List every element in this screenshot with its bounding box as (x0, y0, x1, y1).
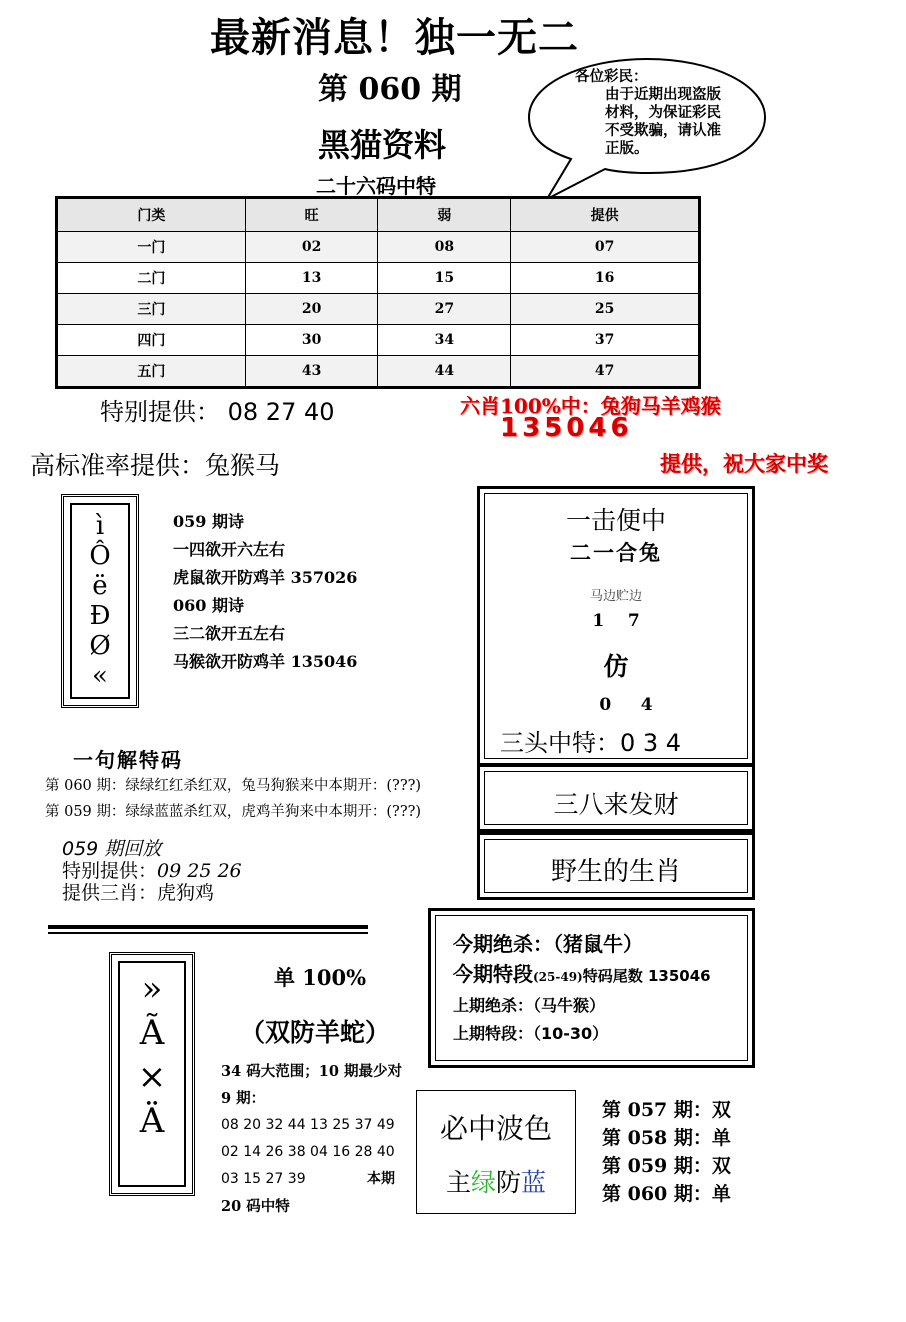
table-cell: 07 (511, 232, 700, 263)
table-cell: 44 (378, 356, 511, 388)
wave-color-pick (417, 1163, 575, 1199)
one-hit-subtitle: 二一合兔 (570, 540, 662, 565)
kill-lines (453, 929, 711, 1048)
kill-previous: 上期绝杀：（马牛猴） (453, 996, 606, 1015)
table-cell: 一门 (57, 232, 246, 263)
bottom-glyph-box (109, 952, 195, 1196)
replay-special-value: 09 25 26 (157, 860, 242, 882)
table-header: 弱 (378, 198, 511, 232)
high-standard-text: 高标准率提供：兔猴马 (30, 451, 281, 480)
glyph-column (112, 967, 192, 1143)
wave-color-box (416, 1090, 576, 1214)
table-cell: 47 (511, 356, 700, 388)
kill-previous-segment: 上期特段：（10-30） (453, 1024, 609, 1043)
wave-blue: 蓝 (521, 1168, 547, 1197)
history-value: 双 (711, 1155, 731, 1177)
kill-segment-label: 今期特段 (453, 962, 533, 986)
vertical-glyph-box (61, 494, 139, 708)
history-label: 第 060 期： (602, 1183, 712, 1205)
table-cell: 三门 (57, 294, 246, 325)
one-hit-digits-2: 0 4 (599, 695, 653, 715)
table-cell: 20 (245, 294, 378, 325)
wave-main: 主 (445, 1168, 471, 1197)
range-block (221, 1058, 421, 1220)
table-row (57, 325, 700, 356)
poem-line: 060 期诗 (173, 596, 244, 615)
replay-special (62, 860, 242, 882)
history-item (602, 1152, 731, 1180)
history-label: 第 057 期： (602, 1099, 712, 1121)
table-cell: 34 (378, 325, 511, 356)
bubble-body: 由于近期出现盗版材料，为保证彩民不受欺骗，请认准正版。 (605, 86, 721, 156)
numbers-line-tail: 本期 (367, 1171, 395, 1187)
table-cell: 43 (245, 356, 378, 388)
poem-block (173, 508, 357, 676)
wild-zodiac-box (477, 832, 755, 900)
table-cell: 08 (378, 232, 511, 263)
double-guard: （双防羊蛇） (240, 1018, 391, 1047)
poem-line: 一四欲开六左右 (173, 540, 286, 559)
glyph: Ð (89, 601, 111, 631)
bubble-text (575, 68, 735, 156)
glyph: Ä (139, 1101, 165, 1141)
yiju-title: 一句解特码 (73, 748, 183, 772)
table-cell: 五门 (57, 356, 246, 388)
table-cell: 30 (245, 325, 378, 356)
history-value: 单 (711, 1183, 731, 1205)
page-title: 最新消息！独一无二 (210, 14, 579, 61)
numbers-line-values: 03 15 27 39 (221, 1171, 306, 1187)
one-hit-box (477, 486, 755, 766)
history-label: 第 059 期： (602, 1155, 712, 1177)
bubble-greeting: 各位彩民： (575, 68, 648, 85)
wild-zodiac-text: 野生的生肖 (550, 857, 681, 887)
wave-guard: 防 (496, 1168, 522, 1197)
twenty-code: 20 码中特 (221, 1198, 290, 1215)
yiju-line: 第 060 期：绿绿红红杀红双，兔马狗猴来中本期开：(???) (45, 778, 422, 794)
kill-segment-tail: 特码尾数 135046 (582, 967, 711, 985)
range-line: 9 期： (221, 1090, 266, 1107)
numbers-line: 02 14 26 38 04 16 28 40 (221, 1144, 395, 1160)
table-cell: 25 (511, 294, 700, 325)
yiju-line: 第 059 期：绿绿蓝蓝杀红双，虎鸡羊狗来中本期开：(???) (45, 804, 422, 820)
table-header: 旺 (245, 198, 378, 232)
table-header: 门类 (57, 198, 246, 232)
kill-segment (453, 959, 711, 992)
table-caption: 二十六码中特 (316, 174, 436, 198)
table-row (57, 294, 700, 325)
glyph: ë (92, 571, 108, 601)
divider (48, 932, 368, 934)
table-header-row (57, 198, 700, 232)
glyph: × (137, 1057, 167, 1097)
poem-line: 虎鼠欲开防鸡羊 357026 (173, 568, 358, 587)
table-cell: 37 (511, 325, 700, 356)
glyph-column (64, 511, 136, 691)
one-hit-title: 一击便中 (565, 506, 666, 535)
six-zodiac-numbers: 135046 (500, 413, 633, 443)
sanba-text: 三八来发财 (553, 790, 679, 819)
three-head-text: 三头中特：0 3 4 (500, 729, 682, 757)
numbers-line: 08 20 32 44 13 25 37 49 (221, 1117, 395, 1133)
glyph: » (141, 969, 163, 1009)
history-item (602, 1096, 731, 1124)
history-list (602, 1096, 731, 1208)
table-cell: 16 (511, 263, 700, 294)
range-line: 34 码大范围；10 期最少对 (221, 1063, 402, 1080)
subtitle: 黑猫资料 (318, 126, 447, 164)
single-100: 单 100% (274, 965, 367, 990)
table-row (57, 356, 700, 388)
history-item (602, 1124, 731, 1152)
numbers-table (55, 196, 701, 389)
wave-color-title: 必中波色 (439, 1112, 552, 1145)
six-zodiac-red: 六肖100%中：兔狗马羊鸡猴 (460, 394, 721, 418)
table-cell: 二门 (57, 263, 246, 294)
poem-line: 三二欲开五左右 (173, 624, 286, 643)
glyph: Ô (89, 541, 111, 571)
poem-line: 059 期诗 (173, 512, 244, 531)
glyph: ì (95, 511, 105, 541)
history-value: 双 (711, 1099, 731, 1121)
history-value: 单 (711, 1127, 731, 1149)
replay-title: 059 期回放 (62, 838, 162, 860)
table-cell: 02 (245, 232, 378, 263)
table-row (57, 263, 700, 294)
one-hit-digits: 1 7 (592, 611, 640, 631)
table-cell: 15 (378, 263, 511, 294)
good-luck-red: 提供，祝大家中奖 (660, 451, 828, 476)
glyph: Ã (139, 1013, 165, 1053)
divider (48, 925, 368, 929)
issue-number: 第 060 期 (318, 72, 462, 107)
replay-special-label: 特别提供： (62, 860, 158, 882)
table-row (57, 232, 700, 263)
kill-current: 今期绝杀：（猪鼠牛） (453, 932, 643, 956)
sanba-box (477, 764, 755, 832)
special-numbers: 特别提供： 08 27 40 (100, 398, 335, 426)
numbers-line (221, 1166, 421, 1193)
replay-three-zodiac: 提供三肖：虎狗鸡 (62, 882, 215, 904)
table-cell: 四门 (57, 325, 246, 356)
poem-line: 马猴欲开防鸡羊 135046 (173, 652, 358, 671)
history-item (602, 1180, 731, 1208)
glyph: « (92, 661, 108, 691)
glyph: Ø (89, 631, 111, 661)
kill-segment-range: (25-49) (533, 970, 583, 984)
replay-block (62, 838, 242, 904)
history-label: 第 058 期： (602, 1127, 712, 1149)
kill-box (428, 908, 755, 1068)
wave-green: 绿 (470, 1168, 496, 1197)
table-header: 提供 (511, 198, 700, 232)
one-hit-fang: 仿 (603, 652, 629, 681)
one-hit-hint: 马边贮边 (589, 589, 642, 604)
table-cell: 13 (245, 263, 378, 294)
table-cell: 27 (378, 294, 511, 325)
